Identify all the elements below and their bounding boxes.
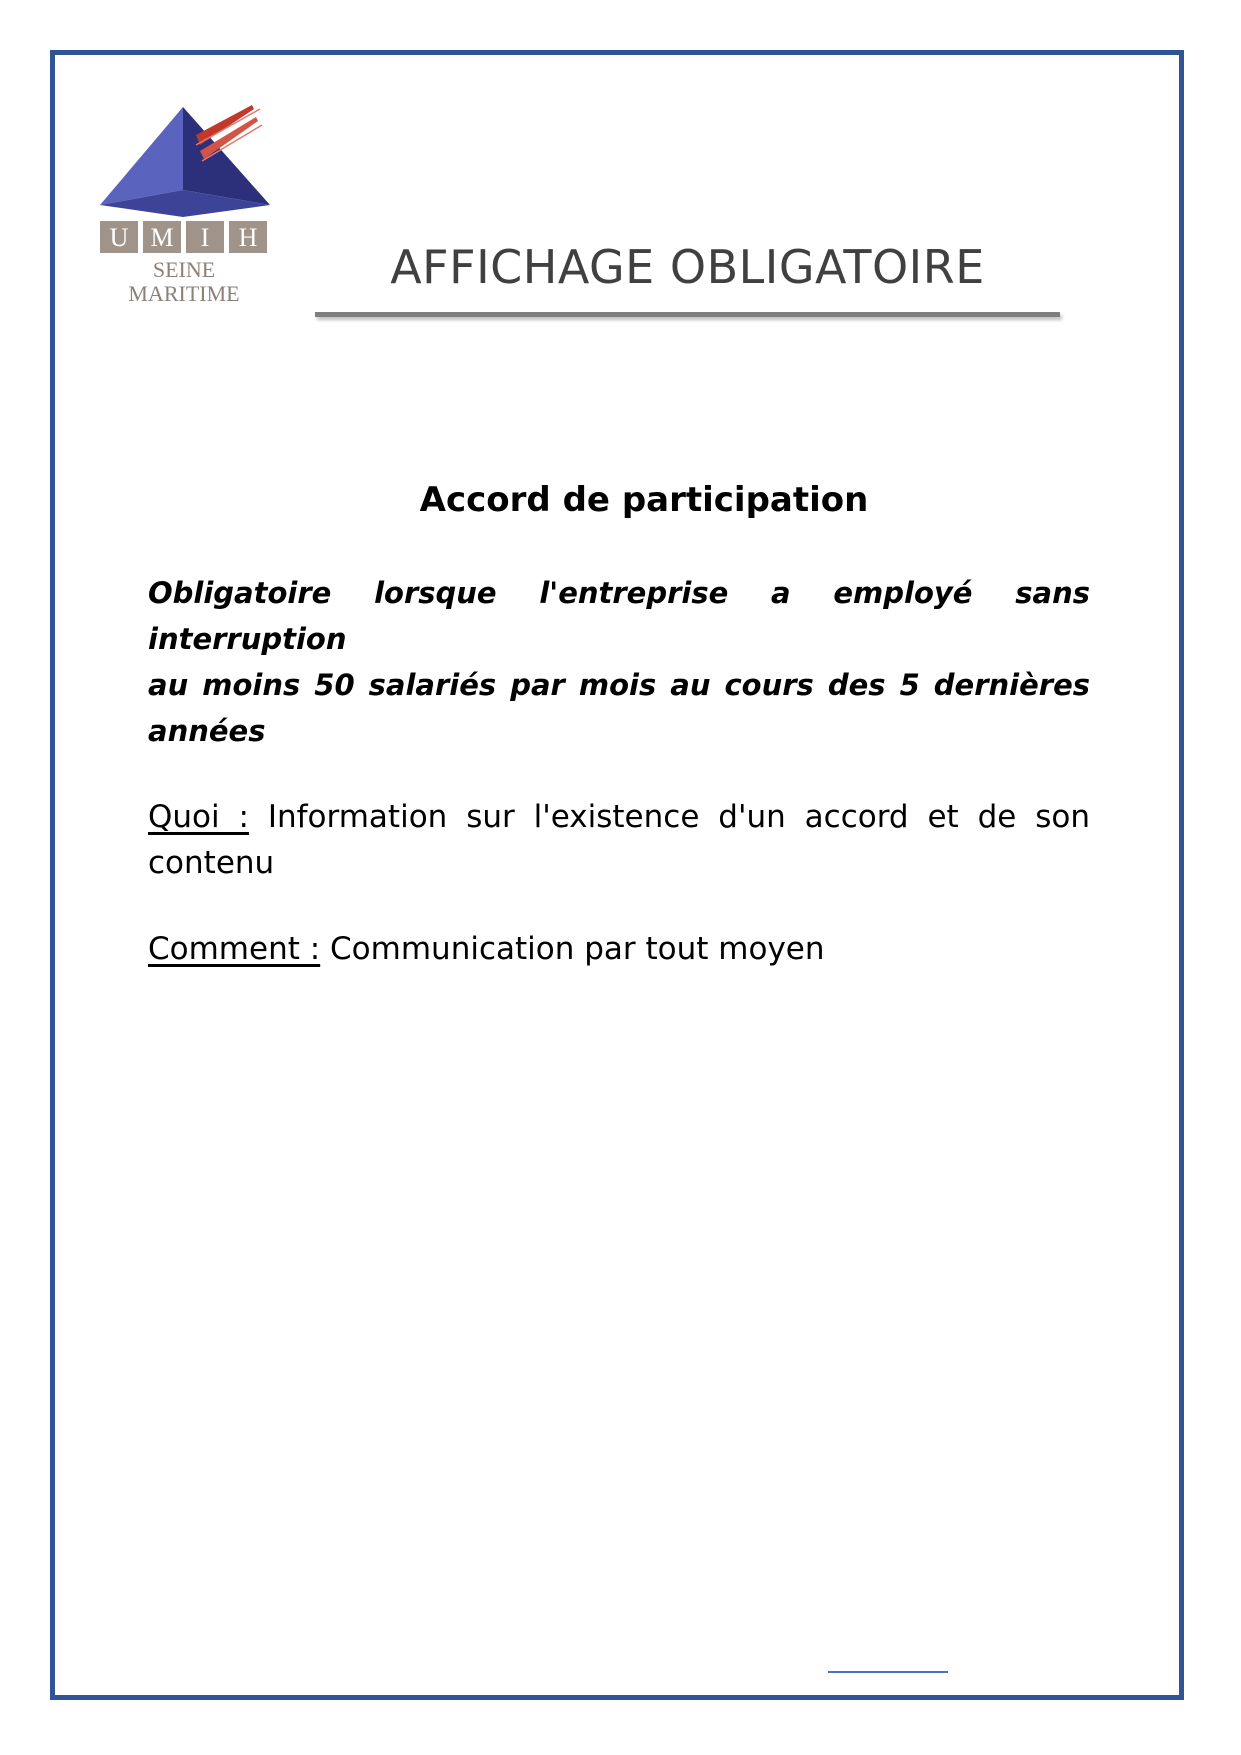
logo-letter: I	[200, 223, 210, 252]
title-underline-rule	[315, 312, 1060, 317]
document-body	[148, 480, 1090, 1012]
quoi-text: Information sur l'existence d'un accord et de son contenu	[148, 799, 1090, 881]
umih-logo	[100, 105, 280, 325]
logo-letter: H	[238, 223, 258, 252]
quoi-label: Quoi :	[148, 799, 249, 835]
logo-letter: U	[109, 223, 129, 252]
quoi-paragraph	[148, 794, 1090, 886]
comment-paragraph	[148, 926, 1090, 972]
page-title: AFFICHAGE OBLIGATOIRE	[390, 240, 985, 294]
logo-line-seine: SEINE	[152, 257, 216, 282]
section-title: Accord de participation	[419, 480, 869, 520]
footer-link-underline[interactable]	[828, 1671, 948, 1673]
logo-line-maritime: MARITIME	[128, 281, 240, 306]
obligation-line-1: Obligatoire lorsque l'entreprise a employé sans interruption	[148, 576, 1090, 656]
pyramid-left-face	[100, 107, 183, 205]
obligation-statement	[148, 570, 1090, 754]
comment-text: Communication par tout moyen	[320, 931, 825, 967]
logo-letter: M	[150, 223, 174, 252]
obligation-line-2: au moins 50 salariés par mois au cours des 5 dernières années	[148, 668, 1090, 748]
comment-label: Comment :	[148, 931, 321, 967]
umih-pyramid-logo-icon	[100, 105, 280, 325]
